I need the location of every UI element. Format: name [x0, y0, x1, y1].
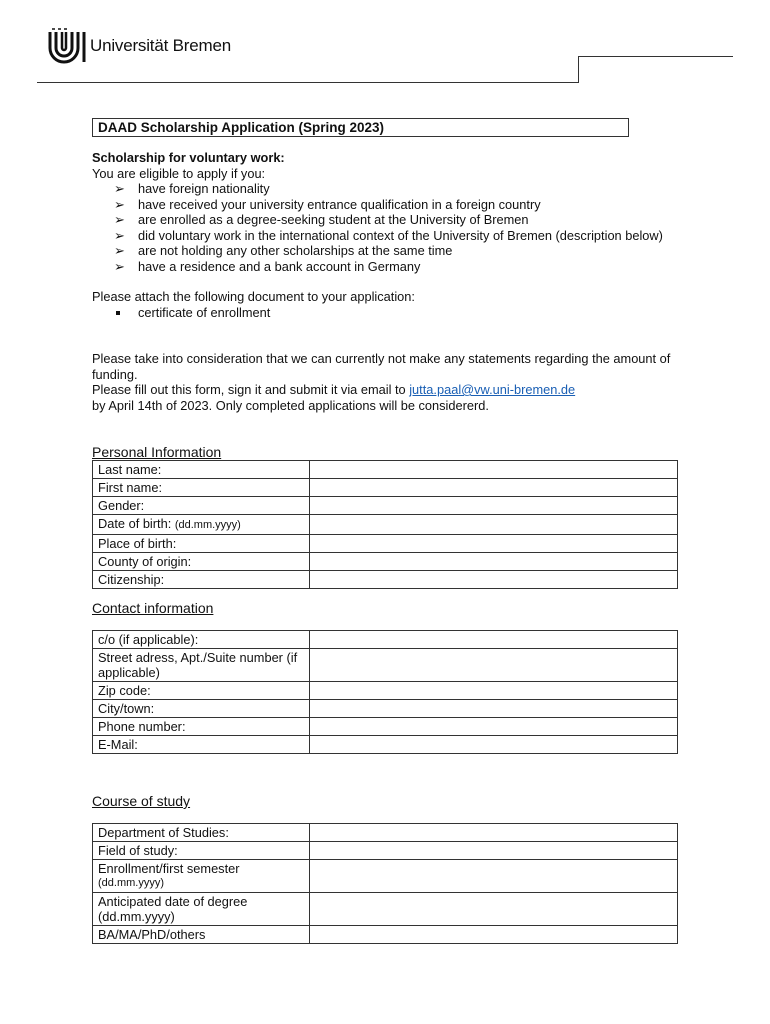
table-row	[93, 497, 678, 515]
arrow-bullet-icon: ➢	[114, 181, 125, 196]
table-row	[93, 736, 678, 754]
header-rule-step	[578, 56, 579, 83]
list-item: ➢ have a residence and a bank account in Germany	[114, 258, 421, 274]
table-row	[93, 860, 678, 893]
table-row	[93, 553, 678, 571]
field-label: Place of birth:	[93, 535, 310, 553]
document-title: DAAD Scholarship Application (Spring 2023)	[92, 118, 629, 137]
field-label: First name:	[93, 479, 310, 497]
arrow-bullet-icon: ➢	[114, 243, 125, 258]
field-input-cell[interactable]	[310, 553, 678, 571]
table-row	[93, 700, 678, 718]
university-name: Universität Bremen	[90, 36, 231, 55]
field-label: Enrollment/first semester (dd.mm.yyyy)	[93, 860, 310, 893]
field-input-cell[interactable]	[310, 860, 678, 893]
university-logo	[46, 28, 231, 64]
field-input-cell[interactable]	[310, 700, 678, 718]
field-label: c/o (if applicable):	[93, 631, 310, 649]
funding-notice: Please take into consideration that we can currently not make any statements regarding the amount of funding.	[92, 351, 671, 382]
table-row	[93, 479, 678, 497]
field-input-cell[interactable]	[310, 571, 678, 589]
table-row	[93, 649, 678, 682]
table-row	[93, 893, 678, 926]
field-label: Field of study:	[93, 842, 310, 860]
table-row	[93, 682, 678, 700]
attachments-list	[92, 305, 692, 321]
submission-instructions: Please fill out this form, sign it and submit it via email to jutta.paal@vw.uni-bremen.de	[92, 382, 576, 397]
field-label: E-Mail:	[93, 736, 310, 754]
field-input-cell[interactable]	[310, 926, 678, 944]
square-bullet-icon	[116, 311, 120, 315]
intro-content	[92, 150, 692, 413]
course-of-study-table	[92, 823, 678, 944]
field-label: Date of birth: (dd.mm.yyyy)	[93, 515, 310, 535]
field-label: BA/MA/PhD/others	[93, 926, 310, 944]
header-rule-right	[578, 56, 733, 57]
table-row	[93, 718, 678, 736]
field-input-cell[interactable]	[310, 893, 678, 926]
field-label: Department of Studies:	[93, 824, 310, 842]
table-row	[93, 535, 678, 553]
field-label: County of origin:	[93, 553, 310, 571]
arrow-bullet-icon: ➢	[114, 258, 125, 274]
field-input-cell[interactable]	[310, 535, 678, 553]
personal-info-table	[92, 460, 678, 589]
field-input-cell[interactable]	[310, 631, 678, 649]
field-input-cell[interactable]	[310, 718, 678, 736]
field-input-cell[interactable]	[310, 515, 678, 535]
contact-info-table	[92, 630, 678, 754]
eligibility-list	[92, 181, 692, 274]
field-label: Anticipated date of degree (dd.mm.yyyy)	[93, 893, 310, 926]
course-of-study-title: Course of study	[92, 793, 191, 809]
list-item: ➢ are enrolled as a degree-seeking student at the University of Bremen	[114, 212, 529, 227]
list-item: ➢ did voluntary work in the international context of the University of Bremen (description below)	[114, 227, 663, 243]
university-logo-icon	[46, 28, 88, 64]
field-input-cell[interactable]	[310, 842, 678, 860]
personal-info-title: Personal Information	[92, 444, 222, 460]
table-row	[93, 842, 678, 860]
field-input-cell[interactable]	[310, 682, 678, 700]
field-label: Phone number:	[93, 718, 310, 736]
table-row	[93, 926, 678, 944]
eligibility-intro: You are eligible to apply if you:	[92, 165, 266, 181]
eligibility-heading: Scholarship for voluntary work:	[92, 150, 285, 165]
deadline-text: by April 14th of 2023. Only completed applications will be considererd.	[92, 397, 489, 413]
email-link[interactable]: jutta.paal@vw.uni-bremen.de	[409, 382, 576, 397]
table-row	[93, 515, 678, 535]
field-input-cell[interactable]	[310, 736, 678, 754]
list-item: ➢ have foreign nationality	[114, 181, 270, 196]
contact-info-title: Contact information	[92, 600, 214, 616]
list-item: certificate of enrollment	[92, 305, 692, 321]
list-item: ➢ are not holding any other scholarships at the same time	[114, 243, 453, 258]
arrow-bullet-icon: ➢	[114, 227, 125, 243]
field-label: City/town:	[93, 700, 310, 718]
arrow-bullet-icon: ➢	[114, 212, 125, 227]
field-label: Street adress, Apt./Suite number (if applicable)	[93, 649, 310, 682]
arrow-bullet-icon: ➢	[114, 196, 125, 212]
table-row	[93, 824, 678, 842]
field-input-cell[interactable]	[310, 479, 678, 497]
table-row	[93, 571, 678, 589]
field-input-cell[interactable]	[310, 461, 678, 479]
table-row	[93, 461, 678, 479]
field-label: Last name:	[93, 461, 310, 479]
field-input-cell[interactable]	[310, 824, 678, 842]
list-item: ➢ have received your university entrance qualification in a foreign country	[114, 196, 541, 212]
table-row	[93, 631, 678, 649]
field-input-cell[interactable]	[310, 497, 678, 515]
attachments-intro: Please attach the following document to your application:	[92, 289, 415, 304]
field-label: Gender:	[93, 497, 310, 515]
header-rule-left	[37, 82, 579, 83]
field-label: Zip code:	[93, 682, 310, 700]
field-label: Citizenship:	[93, 571, 310, 589]
field-input-cell[interactable]	[310, 649, 678, 682]
